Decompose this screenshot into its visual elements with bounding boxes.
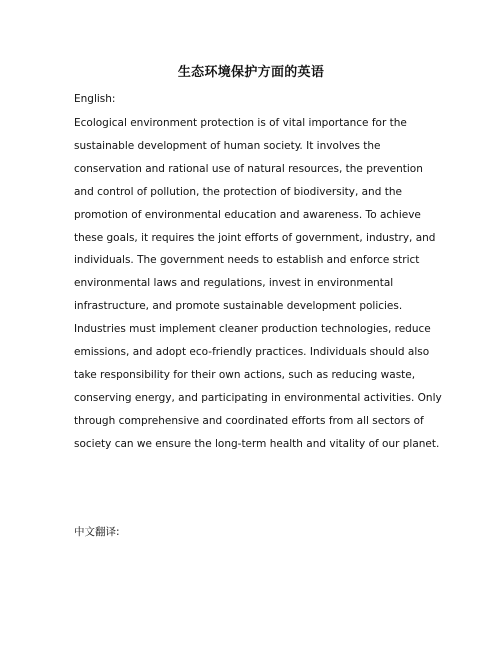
paragraph-line: take responsibility for their own actions, such as reducing waste, — [74, 368, 416, 381]
paragraph-line: emissions, and adopt eco-friendly practices. Individuals should also — [74, 346, 430, 359]
paragraph-line: conserving energy, and participating in environmental activities. Only — [74, 391, 442, 404]
document-title: 生态环境保护方面的英语 — [177, 65, 325, 80]
paragraph-line: promotion of environmental education and awareness. To achieve — [74, 208, 421, 221]
paragraph-line: society can we ensure the long-term health and vitality of our planet. — [74, 437, 440, 450]
english-label: English: — [74, 93, 116, 105]
paragraph-line: these goals, it requires the joint efforts of government, industry, and — [74, 231, 436, 244]
paragraph-line: conservation and rational use of natural resources, the prevention — [74, 162, 423, 175]
chinese-translation-label: 中文翻译: — [74, 526, 120, 538]
paragraph-line: through comprehensive and coordinated efforts from all sectors of — [74, 414, 424, 427]
paragraph-line: Ecological environment protection is of vital importance for the — [74, 117, 407, 129]
paragraph-line: sustainable development of human society. It involves the — [74, 139, 381, 152]
paragraph-line: Industries must implement cleaner production technologies, reduce — [74, 323, 431, 336]
paragraph-line: and control of pollution, the protection of biodiversity, and the — [74, 185, 402, 198]
paragraph-line: infrastructure, and promote sustainable development policies. — [74, 300, 403, 313]
paragraph-line: environmental laws and regulations, invest in environmental — [74, 277, 394, 290]
english-paragraph — [74, 112, 442, 456]
paragraph-line: individuals. The government needs to establish and enforce strict — [74, 254, 420, 267]
